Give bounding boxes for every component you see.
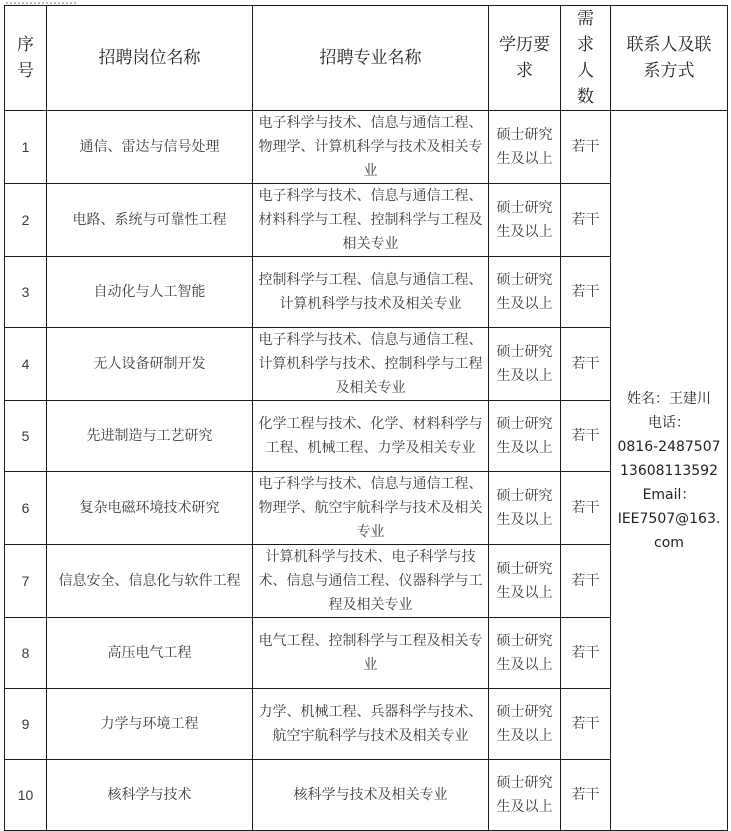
cell-major: 计算机科学与技术、电子科学与技术、信息与通信工程、仪器科学与工程及相关专业 bbox=[253, 545, 489, 618]
header-major: 招聘专业名称 bbox=[253, 6, 489, 111]
table-row bbox=[5, 111, 728, 184]
contact-name: 姓名：王建川 bbox=[627, 390, 711, 407]
cell-major: 电气工程、控制科学与工程及相关专业 bbox=[253, 618, 489, 689]
cell-seq: 2 bbox=[5, 184, 47, 257]
cell-seq: 5 bbox=[5, 401, 47, 472]
cell-count: 若干 bbox=[561, 618, 611, 689]
cell-position: 核科学与技术 bbox=[47, 760, 253, 831]
cell-education: 硕士研究生及以上 bbox=[489, 545, 561, 618]
cell-seq: 1 bbox=[5, 111, 47, 184]
cropped-heading-fragment bbox=[6, 0, 76, 4]
cell-count: 若干 bbox=[561, 111, 611, 184]
cell-education: 硕士研究生及以上 bbox=[489, 401, 561, 472]
cell-major: 化学工程与技术、化学、材料科学与工程、机械工程、力学及相关专业 bbox=[253, 401, 489, 472]
cell-education: 硕士研究生及以上 bbox=[489, 689, 561, 760]
cell-count: 若干 bbox=[561, 257, 611, 328]
cell-seq: 7 bbox=[5, 545, 47, 618]
cell-position: 无人设备研制开发 bbox=[47, 328, 253, 401]
cell-major: 电子科学与技术、信息与通信工程、计算机科学与技术、控制科学与工程及相关专业 bbox=[253, 328, 489, 401]
cell-count: 若干 bbox=[561, 472, 611, 545]
cell-seq: 6 bbox=[5, 472, 47, 545]
cell-count: 若干 bbox=[561, 401, 611, 472]
cell-major: 电子科学与技术、信息与通信工程、材料科学与工程、控制科学与工程及相关专业 bbox=[253, 184, 489, 257]
header-row bbox=[5, 6, 728, 111]
cell-position: 电路、系统与可靠性工程 bbox=[47, 184, 253, 257]
cell-education: 硕士研究生及以上 bbox=[489, 184, 561, 257]
cell-seq: 10 bbox=[5, 760, 47, 831]
contact-phone-1: 0816-2487507 bbox=[617, 438, 721, 455]
cell-contact bbox=[611, 111, 728, 831]
cell-major: 电子科学与技术、信息与通信工程、物理学、航空宇航科学与技术及相关专业 bbox=[253, 472, 489, 545]
cell-position: 通信、雷达与信号处理 bbox=[47, 111, 253, 184]
header-seq: 序号 bbox=[5, 6, 47, 111]
cell-education: 硕士研究生及以上 bbox=[489, 257, 561, 328]
cell-position: 自动化与人工智能 bbox=[47, 257, 253, 328]
cell-education: 硕士研究生及以上 bbox=[489, 111, 561, 184]
header-education: 学历要求 bbox=[489, 6, 561, 111]
cell-count: 若干 bbox=[561, 328, 611, 401]
contact-email-domain: com bbox=[654, 534, 684, 551]
cell-position: 信息安全、信息化与软件工程 bbox=[47, 545, 253, 618]
contact-phone-2: 13608113592 bbox=[620, 462, 718, 479]
cell-count: 若干 bbox=[561, 689, 611, 760]
cell-position: 高压电气工程 bbox=[47, 618, 253, 689]
header-count: 需求人数 bbox=[561, 6, 611, 111]
cell-major: 力学、机械工程、兵器科学与技术、航空宇航科学与技术及相关专业 bbox=[253, 689, 489, 760]
cell-major: 核科学与技术及相关专业 bbox=[253, 760, 489, 831]
cell-seq: 9 bbox=[5, 689, 47, 760]
cell-seq: 3 bbox=[5, 257, 47, 328]
cell-count: 若干 bbox=[561, 760, 611, 831]
cell-major: 控制科学与工程、信息与通信工程、计算机科学与技术及相关专业 bbox=[253, 257, 489, 328]
cell-count: 若干 bbox=[561, 545, 611, 618]
header-position: 招聘岗位名称 bbox=[47, 6, 253, 111]
cell-position: 复杂电磁环境技术研究 bbox=[47, 472, 253, 545]
cell-major: 电子科学与技术、信息与通信工程、物理学、计算机科学与技术及相关专业 bbox=[253, 111, 489, 184]
recruitment-table bbox=[4, 5, 728, 831]
header-contact: 联系人及联系方式 bbox=[611, 6, 728, 111]
contact-email-label: Email： bbox=[642, 486, 696, 503]
cell-seq: 4 bbox=[5, 328, 47, 401]
contact-phone-label: 电话： bbox=[648, 414, 690, 431]
cell-seq: 8 bbox=[5, 618, 47, 689]
cell-education: 硕士研究生及以上 bbox=[489, 760, 561, 831]
cell-position: 先进制造与工艺研究 bbox=[47, 401, 253, 472]
cell-position: 力学与环境工程 bbox=[47, 689, 253, 760]
cell-education: 硕士研究生及以上 bbox=[489, 472, 561, 545]
cell-count: 若干 bbox=[561, 184, 611, 257]
contact-email: IEE7507@163. bbox=[617, 510, 721, 527]
cell-education: 硕士研究生及以上 bbox=[489, 328, 561, 401]
cell-education: 硕士研究生及以上 bbox=[489, 618, 561, 689]
